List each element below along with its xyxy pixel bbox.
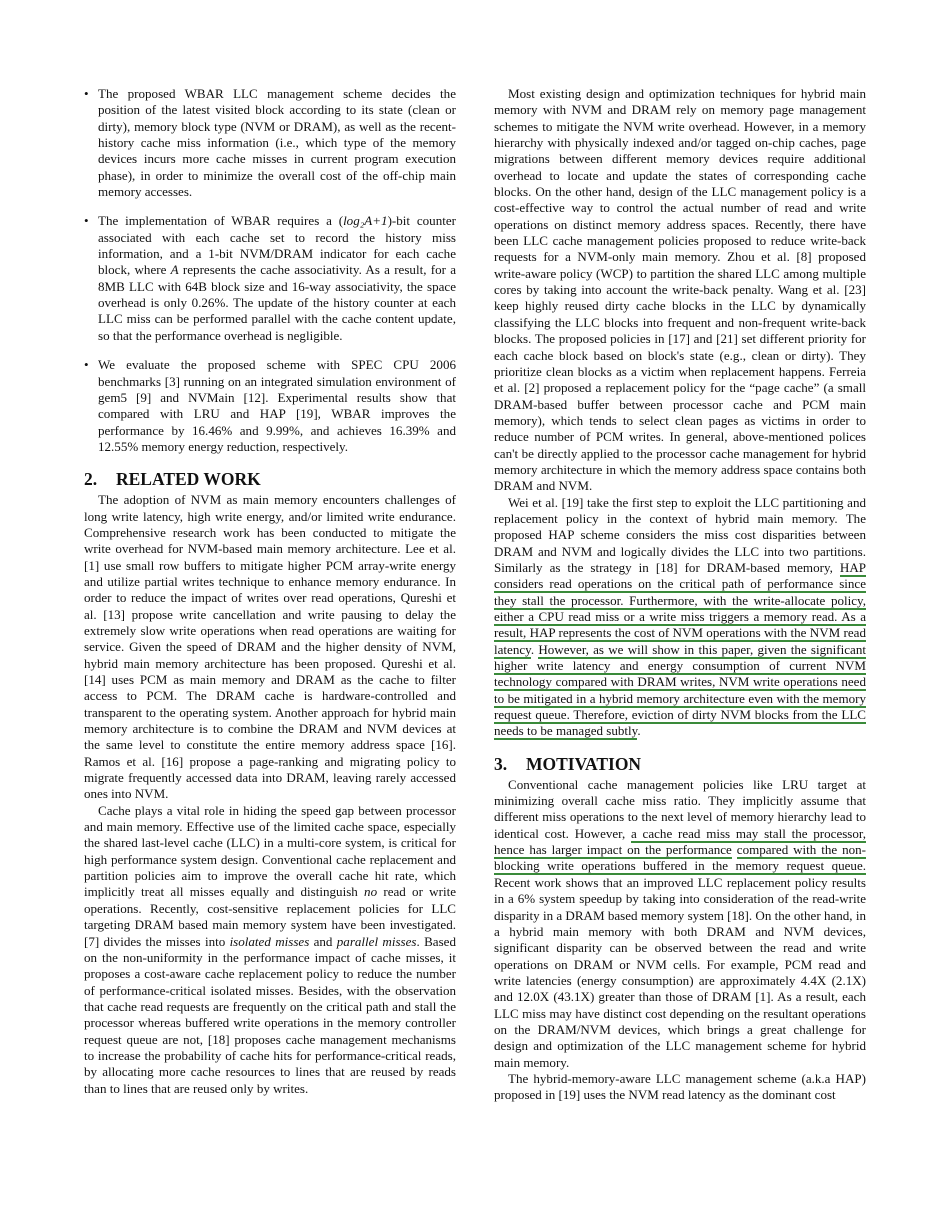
bullet-text: The implementation of WBAR requires a (log₂A+1)-bit counter associated with each cache set to record the history miss information, and a 1-bit NVM/DRAM indicator for each cache block, where A represents the cache associativity. As a result, for a 8MB LLC with 64B block size and 16-way associativity, the space overhead is only 0.26%. The update of the history counter at each LLC miss can be performed parallel with the cache content update, so that the performance overhead is negligible. [98, 213, 456, 343]
section-number: 2. [84, 469, 98, 490]
contribution-bullet-3 [84, 357, 456, 455]
motivation-paragraph-1: Conventional cache management policies like LRU target at minimizing overall cache miss ratio. They implicitly assume that different miss operations to the next level of memory hierarchy lead to identical cost. However, a cache read miss may stall the processor, hence has larger impact on the performance compared with the non-blocking write operations buffered in the memory request queue. Recent work shows that an improved LLC replacement policy results in a 6% system speedup by taking into consideration of the read-write disparity in a DRAM based memory system [18]. On the other hand, in a hybrid main memory with both DRAM and NVM devices, significant disparity can be observed between the read and write operations on DRAM or NVM cells. For example, PCM read and write latencies (energy consumption) are approximately 4.4X (2.1X) and 12.0X (43.1X) greater than those of DRAM [1]. As a result, each LLC miss may have distinct cost depending on the resultant operations on the DRAM/NVM devices, which brings a great challenge for design and optimization of the LLC management scheme for hybrid main memory. [494, 776, 866, 1070]
bullet-dot-icon: • [84, 357, 89, 373]
related-work-paragraph-2: Cache plays a vital role in hiding the speed gap between processor and main memory. Effective use of the limited cache space, especially the shared last-level cache (LLC) in a multi-core system, is critical for high performance system design. Conventional cache replacement and partition policies aim to improve the overall cache hit rate, which implicitly treat all misses equally and distinguish no read or write operations. Recently, cost-sensitive replacement policies for LLC targeting DRAM based main memory system have been investigated. [7] divides the misses into isolated misses and parallel misses. Based on the non-uniformity in the performance impact of cache misses, it proposes a cost-aware cache replacement policy to reduce the number of performance-critical isolated misses. Besides, with the observation that cache read requests are frequently on the critical path and stall the processor whereas buffered write operations in the memory controller request queue are not, [18] proposes cache management mechanisms to increase the probability of cache hits for performance-critical reads, by allocating more cache resources to lines that are reused by reads than to lines that are reused only by writes. [84, 802, 456, 1096]
math-expression: log₂A+1 [343, 213, 388, 229]
bullet-dot-icon: • [84, 213, 89, 229]
section-heading-related-work [84, 469, 456, 489]
section-title: MOTIVATION [526, 753, 642, 774]
contribution-bullet-1 [84, 86, 456, 200]
right-column [494, 86, 866, 1104]
bullet-text: We evaluate the proposed scheme with SPEC CPU 2006 benchmarks [3] running on an integrated simulation environment of gem5 [9] and NVMain [12]. Experimental results show that compared with LRU and HAP [19], WBAR improves the performance by 16.46% and 9.99%, and achieves 16.39% and 12.55% memory energy reduction, respectively. [98, 357, 456, 454]
section-title: RELATED WORK [116, 469, 261, 490]
section-heading-motivation [494, 754, 866, 774]
contribution-bullet-2 [84, 213, 456, 344]
left-column [84, 86, 456, 1097]
motivation-paragraph-2: The hybrid-memory-aware LLC management scheme (a.k.a HAP) proposed in [19] uses the NVM read latency as the dominant cost [494, 1070, 866, 1103]
section-number: 3. [494, 753, 508, 774]
related-work-paragraph-3: Most existing design and optimization techniques for hybrid main memory with NVM and DRAM rely on memory page management schemes to mitigate the NVM write overhead. However, in a memory hierarchy with physically indexed and/or tagged on-chip caches, page migrations between different memory devices require additional overhead to locate and update the states of corresponding cache blocks. On the other hand, design of the LLC management policy is a cost-effective way to control the actual number of read and write operations on distinct memory address spaces. Recently, there have been LLC cache management policies proposed to reduce write-back requests for a NVM-only main memory. Zhou et al. [8] proposed write-aware policy (WCP) to partition the shared LLC among multiple cores by taking into account the write-back penalty. Wang et al. [23] keep highly reused dirty cache blocks in the LLC by dynamically classifying the LLC blocks into frequent and non-frequent write-back blocks. The proposed policies in [17] and [21] set different priority for each cache block based on block's state (e.g., clean or dirty). They prioritize clean blocks as a victim when replacement happens. Ferreia et al. [2] proposed a replacement policy for the “page cache” (a small DRAM-based buffer between processor cache and PCM main memory), which tends to select clean pages as victims in order to reduce number of PCM writes. In general, above-mentioned polices can't be directly applied to the processor cache management for hybrid memory architecture in which the memory address space contains both DRAM and NVM. [494, 86, 866, 494]
math-variable: A [170, 262, 179, 278]
highlighted-text: a cache read miss may stall the processor, hence has larger impact on the performance [494, 825, 866, 858]
related-work-paragraph-1: The adoption of NVM as main memory encounters challenges of long write latency, high write energy, and/or limited write endurance. Comprehensive research work has been conducted to mitigate the write overhead for NVM-based main memory architecture. Lee et al. [1] use small row buffers to mitigate higher PCM array-write energy and utilize partial writes technique to enhance memory endurance. In order to reduce the impact of writes over read operations, Qureshi et al. [13] propose write cancellation and write pausing to delay the extremely slow write operations when read operations are waiting for service. Given the speed of DRAM and the higher density of NVM, hybrid main memory architecture has been proposed. Qureshi et al. [14] uses PCM as main memory and DRAM as the cache to filter access to PCM. The DRAM cache is hardware-controlled and transparent to the operating system. Another approach for hybrid main memory architecture is to combine the DRAM and NVM devices at the same level to constitute the entire memory address space [16]. Ramos et al. [16] propose a page-ranking and migrating policy to migrate frequently accessed data into DRAM, leaving rarely accessed ones into NVM. [84, 492, 456, 802]
bullet-dot-icon: • [84, 86, 89, 101]
bullet-text: The proposed WBAR LLC management scheme decides the position of the latest visited block according to its state (clean or dirty), memory block type (NVM or DRAM), as well as the recent-history cache miss information (i.e., which type of the memory devices incurs more cache misses in current program execution phase), in order to minimize the overall cost of the off-chip main memory accesses. [98, 86, 456, 200]
highlighted-text: HAP considers read operations on the critical path of performance since they stall the processor. Furthermore, with the write-allocate policy, either a CPU read miss or a write miss triggers a memory read. As a result, HAP represents the cost of NVM operations with the NVM read latency [494, 559, 866, 657]
related-work-paragraph-4: Wei et al. [19] take the first step to exploit the LLC partitioning and replacement policy in the context of hybrid main memory. The proposed HAP scheme considers the miss cost disparities between DRAM and NVM and logically divides the LLC into two partitions. Similarly as the strategy in [18] for DRAM-based memory, HAP considers read operations on the critical path of performance since they stall the processor. Furthermore, with the write-allocate policy, either a CPU read miss or a write miss triggers a memory read. As a result, HAP represents the cost of NVM operations with the NVM read latency. However, as we will show in this paper, given the significant higher write latency and energy consumption of current NVM technology compared with DRAM writes, NVM write operations need to be mitigated in a hybrid memory architecture even with the memory request queue. Therefore, eviction of dirty NVM blocks from the LLC needs to be managed subtly. [494, 494, 866, 739]
highlighted-text: compared with the non-blocking write operations buffered in the memory request queue. [494, 842, 866, 874]
highlighted-text: However, as we will show in this paper, given the significant higher write latency and energy consumption of current NVM technology compared with DRAM writes, NVM write operations need to be mitigated in a hybrid memory architecture even with the memory request queue. Therefore, eviction of dirty NVM blocks from the LLC needs to be managed subtly [494, 641, 866, 739]
